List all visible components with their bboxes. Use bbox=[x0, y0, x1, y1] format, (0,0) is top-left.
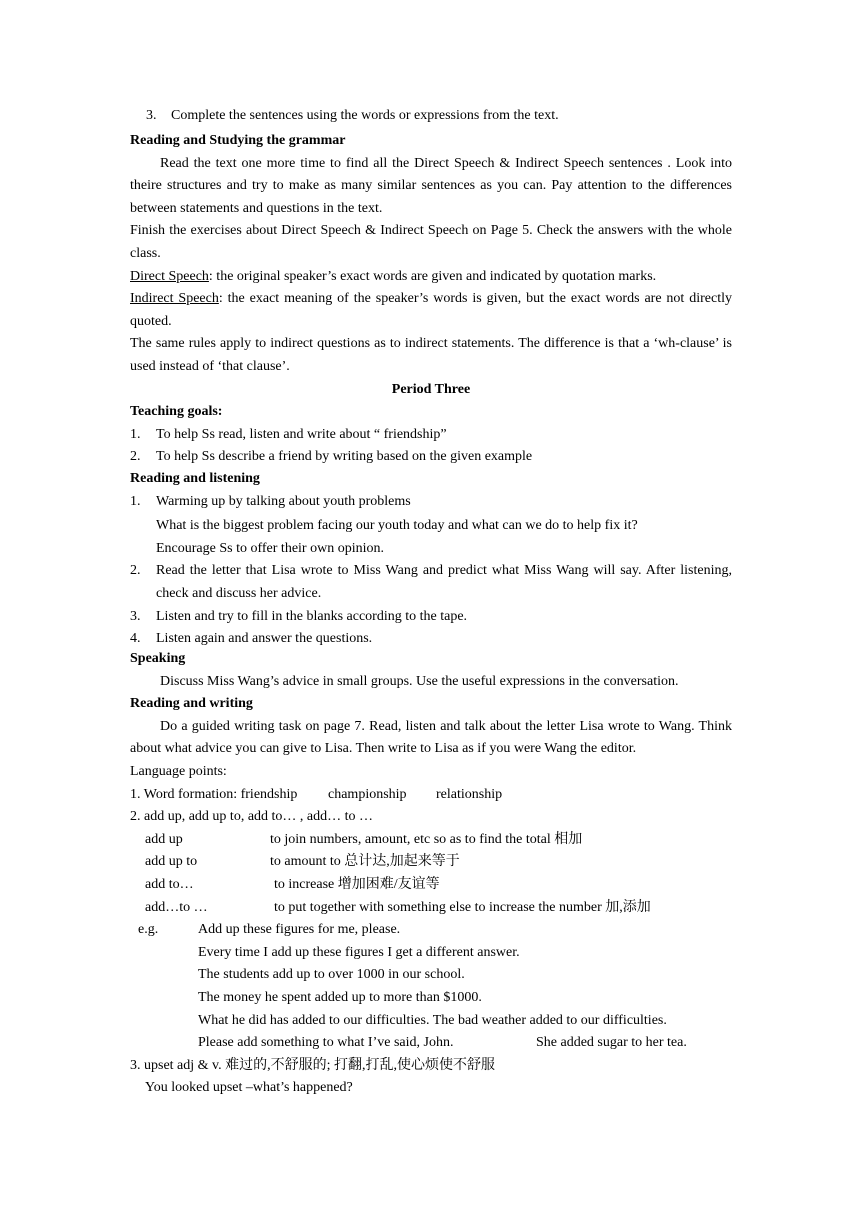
rl-item-text: Listen and try to fill in the blanks according to the tape. bbox=[156, 608, 468, 624]
word-formation-line bbox=[130, 784, 732, 807]
rl-item-text: Warming up by talking about youth problems bbox=[156, 493, 411, 509]
definition-row bbox=[130, 897, 732, 920]
goal-text: To help Ss describe a friend by writing based on the given example bbox=[156, 449, 533, 465]
speaking-heading: Speaking bbox=[130, 651, 186, 666]
example-row bbox=[130, 1010, 732, 1033]
example-sentence: Please add something to what I’ve said, John. bbox=[198, 1035, 454, 1051]
definition-text: to put together with something else to increase the number 加,添加 bbox=[274, 899, 651, 915]
example-sentence: The money he spent added up to more than $1000. bbox=[198, 989, 482, 1005]
direct-speech-term: Direct Speech bbox=[130, 268, 209, 284]
direct-speech-definition bbox=[130, 266, 732, 289]
rl-item-2 bbox=[130, 560, 732, 605]
direct-speech-text: : the original speaker’s exact words are given and indicated by quotation marks. bbox=[208, 268, 657, 284]
add-phrases-title bbox=[130, 806, 732, 829]
speaking-section bbox=[130, 648, 732, 1100]
upset-title-text: 3. upset adj & v. 难过的,不舒服的; 打翻,打乱,使心烦使不舒服 bbox=[130, 1057, 496, 1073]
word-formation-word: relationship bbox=[436, 786, 503, 802]
rl-item-number: 1. bbox=[130, 493, 141, 509]
upset-example bbox=[130, 1077, 732, 1100]
definition-text: to increase 增加困难/友谊等 bbox=[274, 876, 440, 892]
definition-row bbox=[130, 874, 732, 897]
example-row bbox=[130, 964, 732, 987]
add-phrases-title-text: 2. add up, add up to, add to… , add… to … bbox=[130, 809, 374, 825]
speaking-text: Discuss Miss Wang’s advice in small groups. Use the useful expressions in the conversation. bbox=[160, 673, 679, 689]
grammar-paragraph-2: Finish the exercises about Direct Speech & Indirect Speech on Page 5. Check the answers with the whole class. bbox=[130, 223, 732, 261]
intro-item-text: Complete the sentences using the words or expressions from the text. bbox=[171, 108, 559, 123]
indirect-speech-text: : the exact meaning of the speaker’s words is given, but the exact words are not directly quoted. bbox=[130, 291, 732, 329]
example-row bbox=[130, 942, 732, 965]
goal-number: 1. bbox=[130, 426, 141, 442]
definition-term: add up to bbox=[145, 854, 198, 870]
word-formation-word: championship bbox=[328, 786, 407, 802]
indirect-speech-term: Indirect Speech bbox=[130, 291, 219, 307]
rl-item-1 bbox=[130, 491, 732, 514]
example-label: e.g. bbox=[138, 922, 159, 938]
word-formation-label: 1. Word formation: friendship bbox=[130, 786, 298, 802]
rl-item-1-sub-question bbox=[130, 515, 732, 538]
goal-text: To help Ss read, listen and write about “ friendship” bbox=[156, 426, 447, 442]
upset-example-text: You looked upset –what’s happened? bbox=[145, 1080, 353, 1096]
reading-listening-section bbox=[130, 468, 732, 651]
example-sentence: What he did has added to our difficulties. The bad weather added to our difficulties. bbox=[198, 1012, 667, 1028]
upset-title bbox=[130, 1055, 732, 1078]
indirect-speech-definition bbox=[130, 288, 732, 333]
definition-row bbox=[130, 851, 732, 874]
definition-text: to join numbers, amount, etc so as to find the total 相加 bbox=[270, 831, 583, 847]
grammar-heading: Reading and Studying the grammar bbox=[130, 133, 346, 148]
rl-item-number: 4. bbox=[130, 631, 141, 647]
rl-item-text: Read the letter that Lisa wrote to Miss Wang and predict what Miss Wang will say. After listening, check and discuss her advice. bbox=[156, 563, 732, 601]
example-sentence: Every time I add up these figures I get a different answer. bbox=[198, 944, 520, 960]
grammar-paragraph-3: The same rules apply to indirect questions as to indirect statements. The difference is that a ‘wh-clause’ is used instead of ‘that clause’. bbox=[130, 336, 732, 374]
grammar-paragraph-1: Read the text one more time to find all the Direct Speech & Indirect Speech sentences . Look into theire structures and try to make as many similar sentences as you can. Pay attention to the differences between statements and questions in the text. bbox=[130, 155, 732, 216]
definition-term: add up bbox=[145, 831, 183, 847]
language-points-heading: Language points: bbox=[130, 763, 227, 779]
example-sentence: Add up these figures for me, please. bbox=[198, 922, 401, 938]
rl-sub-question: What is the biggest problem facing our youth today and what can we do to help fix it? bbox=[156, 518, 638, 534]
goal-item bbox=[130, 424, 732, 447]
example-sentence: She added sugar to her tea. bbox=[536, 1035, 687, 1051]
definition-row bbox=[130, 829, 732, 852]
definition-text: to amount to 总计达,加起来等于 bbox=[270, 854, 460, 870]
example-row bbox=[130, 987, 732, 1010]
intro-item bbox=[130, 105, 732, 128]
definition-term: add to… bbox=[145, 876, 194, 892]
rl-item-1-sub-note bbox=[130, 538, 732, 561]
grammar-section bbox=[130, 130, 732, 469]
rl-item-3 bbox=[130, 606, 732, 629]
goal-item bbox=[130, 446, 732, 469]
rl-item-text: Listen again and answer the questions. bbox=[156, 631, 373, 647]
rl-item-number: 3. bbox=[130, 608, 141, 624]
reading-writing-heading: Reading and writing bbox=[130, 696, 253, 712]
rl-item-number: 2. bbox=[130, 563, 141, 579]
reading-writing-text: Do a guided writing task on page 7. Read, listen and talk about the letter Lisa wrote to Wang. Think about what advice you can give to Lisa. Then write to Lisa as if you were Wang the editor. bbox=[130, 718, 732, 757]
period-title: Period Three bbox=[391, 381, 471, 397]
rl-sub-note: Encourage Ss to offer their own opinion. bbox=[156, 540, 384, 556]
example-sentence: The students add up to over 1000 in our school. bbox=[198, 967, 465, 983]
example-row bbox=[130, 919, 732, 942]
goal-number: 2. bbox=[130, 449, 141, 465]
example-row bbox=[130, 1032, 732, 1055]
definition-term: add…to … bbox=[145, 899, 208, 915]
reading-listening-heading: Reading and listening bbox=[130, 471, 260, 486]
teaching-goals-heading: Teaching goals: bbox=[130, 404, 223, 420]
intro-item-number: 3. bbox=[146, 108, 157, 123]
